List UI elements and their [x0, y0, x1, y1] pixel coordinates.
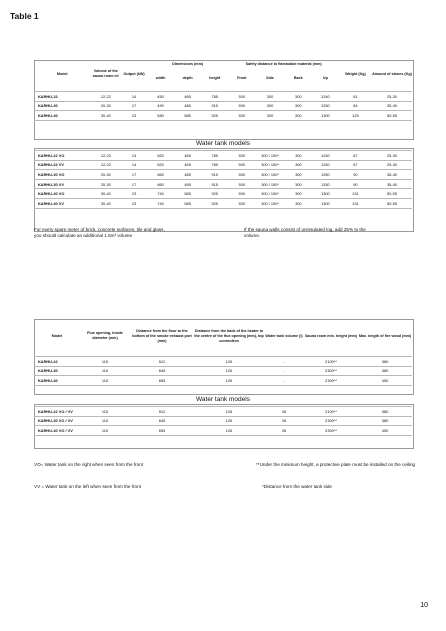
table-cell: 12-22	[91, 92, 122, 102]
table-row	[34, 426, 412, 436]
table2-main	[34, 319, 412, 386]
table-cell: 300	[285, 111, 312, 121]
table-cell: 126	[194, 357, 264, 367]
table-cell: 126	[194, 366, 264, 376]
table-row	[34, 151, 412, 161]
model-cell: KARHU-40	[34, 111, 91, 121]
table-cell: 500	[228, 189, 255, 199]
t2-col-header-wood: Max. length of fire wood (mm)	[358, 333, 412, 338]
table2-water	[34, 406, 412, 436]
table-cell: 380	[358, 416, 412, 426]
model-cell: KARHU-40 VO / VV	[34, 426, 80, 436]
table-cell: 740	[147, 189, 174, 199]
table-cell: 115	[80, 357, 130, 367]
table-cell: 20-30	[91, 179, 122, 189]
table1-note-right: If the sauna walls consist of uninsulated log, add 25% to the volume.	[244, 227, 366, 238]
table-cell: 115	[80, 376, 130, 386]
table-cell: 84	[339, 101, 372, 111]
table-cell: 23	[121, 111, 147, 121]
model-cell: KARHU-40	[34, 376, 80, 386]
table-row	[34, 179, 412, 189]
table-cell: 300	[285, 92, 312, 102]
table-cell: 23	[121, 189, 147, 199]
table-cell: 50-55	[372, 111, 412, 121]
table-cell: 28	[264, 416, 304, 426]
table1-water	[34, 150, 412, 209]
model-cell: KARHU-40 VO	[34, 189, 91, 199]
table-cell: 300	[285, 101, 312, 111]
table-cell: 500	[228, 170, 255, 180]
page-title: Table 1	[10, 11, 39, 21]
table-cell: 915	[201, 101, 228, 111]
table-cell: 14	[121, 151, 147, 161]
table-cell: 490	[147, 101, 174, 111]
table-cell: 925	[201, 111, 228, 121]
table-cell: 14	[121, 92, 147, 102]
model-cell: KARHU-30 VO / VV	[34, 416, 80, 426]
table-cell: 67	[339, 160, 372, 170]
model-cell: KARHU-22	[34, 92, 91, 102]
table-cell: 2300**	[304, 366, 358, 376]
table-row	[34, 170, 412, 180]
table-cell: 740	[147, 198, 174, 208]
table-cell: 20-30	[91, 170, 122, 180]
footnote-vv: VV = Water tank on the left when seen from the front	[34, 484, 141, 489]
table-cell: 23	[121, 198, 147, 208]
table-cell: 915	[201, 179, 228, 189]
table-cell: 655	[130, 426, 194, 436]
footnote-star: *Distance from the water tank side	[262, 484, 332, 489]
table-cell: 450	[147, 92, 174, 102]
t2-col-header-back: Distance from the back of the heater to the centre of the flue opening (mm), top connection	[194, 328, 264, 343]
table-cell: 300	[285, 170, 312, 180]
table-cell: 300	[285, 179, 312, 189]
table-row	[34, 198, 412, 208]
table-cell: 915	[201, 170, 228, 180]
t2-col-header-tank: Water tank volume (l)	[265, 333, 303, 338]
table-cell: 300 / 150*	[255, 151, 284, 161]
table-cell: 115	[80, 366, 130, 376]
table-cell: 126	[194, 426, 264, 436]
table-cell: 61	[339, 92, 372, 102]
table-cell: 512	[130, 407, 194, 417]
model-cell: KARHU-30 VV	[34, 179, 91, 189]
table-cell: 35-40	[372, 101, 412, 111]
model-cell: KARHU-30	[34, 366, 80, 376]
model-cell: KARHU-30 VO	[34, 170, 91, 180]
col-header-height: height	[209, 76, 221, 80]
table-cell: 660	[147, 170, 174, 180]
table-cell: 1330	[312, 179, 339, 189]
table-cell: 450	[358, 426, 412, 436]
table-cell: 580	[147, 111, 174, 121]
table-cell: -	[264, 357, 304, 367]
table-row	[34, 357, 412, 367]
table-cell: 17	[121, 101, 147, 111]
table-cell: 1300	[312, 198, 339, 208]
table-cell: 14	[121, 160, 147, 170]
table-cell: 465	[174, 151, 201, 161]
table-cell: 300	[285, 189, 312, 199]
table-cell: 485	[174, 179, 201, 189]
table-cell: 2100**	[304, 407, 358, 417]
table-cell: 50-55	[372, 198, 412, 208]
table-cell: 35-40	[372, 179, 412, 189]
table-cell: 300 / 150*	[255, 189, 284, 199]
table-cell: 115	[80, 416, 130, 426]
table-cell: 300	[255, 111, 284, 121]
table-cell: -	[264, 366, 304, 376]
table-cell: 660	[147, 179, 174, 189]
table-cell: 1330	[312, 170, 339, 180]
table-cell: 115	[80, 426, 130, 436]
table-row	[34, 101, 412, 111]
table-cell: 131	[339, 198, 372, 208]
table-cell: 785	[201, 151, 228, 161]
col-header-width: width	[155, 76, 166, 80]
table-cell: 300	[255, 92, 284, 102]
col-header-safety: Safety distance to flammable material (mm)	[245, 62, 322, 66]
table-cell: 620	[147, 151, 174, 161]
table-row	[34, 189, 412, 199]
col-header-depth: depth	[182, 76, 193, 80]
table-cell: 1330	[312, 101, 339, 111]
model-cell: KARHU-40 VV	[34, 198, 91, 208]
table-cell: 1240	[312, 160, 339, 170]
table1-main	[34, 60, 412, 121]
table-cell: 50-55	[372, 189, 412, 199]
table-cell: 465	[174, 92, 201, 102]
table-cell: 485	[174, 101, 201, 111]
table-cell: 67	[339, 151, 372, 161]
table-cell: 28	[264, 426, 304, 436]
col-header-side: Side	[266, 76, 274, 80]
table-cell: 2300**	[304, 426, 358, 436]
col-header-stones: Amount of stones (Kg)	[372, 71, 412, 76]
table-cell: 925	[201, 189, 228, 199]
table-cell: 380	[358, 407, 412, 417]
table-cell: 500	[228, 111, 255, 121]
table2-water-title: Water tank models	[196, 396, 250, 403]
table-cell: 12-22	[91, 160, 122, 170]
table-cell: 585	[174, 189, 201, 199]
table-cell: 25-30	[372, 151, 412, 161]
table-cell: 500	[228, 151, 255, 161]
col-header-dimensions: Dimensions (mm)	[172, 62, 204, 66]
table-cell: 126	[194, 376, 264, 386]
t2-col-header-room: Sauna room min. height (mm)	[304, 333, 358, 338]
table-cell: 1300	[312, 189, 339, 199]
table-row	[34, 92, 412, 102]
model-cell: KARHU-22 VV	[34, 160, 91, 170]
col-header-weight: Weight (Kg)	[345, 71, 366, 76]
table-cell: 25-30	[372, 92, 412, 102]
table-cell: 300 / 150*	[255, 170, 284, 180]
table-cell: 500	[228, 179, 255, 189]
model-cell: KARHU-22	[34, 357, 80, 367]
table-cell: 465	[174, 160, 201, 170]
footnote-double-star: **Under the minimum height, a protective plate must be installed on the ceiling	[256, 462, 416, 467]
table-cell: 485	[174, 170, 201, 180]
col-header-front: Front	[237, 76, 247, 80]
table-cell: 450	[358, 376, 412, 386]
model-cell: KARHU-30	[34, 101, 91, 111]
table-cell: 2300**	[304, 416, 358, 426]
table-cell: -	[264, 376, 304, 386]
table-cell: 512	[130, 357, 194, 367]
table-row	[34, 111, 412, 121]
table-cell: 300 / 150*	[255, 179, 284, 189]
table-cell: 620	[147, 160, 174, 170]
table-cell: 645	[130, 366, 194, 376]
model-cell: KARHU-22 VO / VV	[34, 407, 80, 417]
table-cell: 25-30	[372, 160, 412, 170]
table-row	[34, 376, 412, 386]
table-cell: 17	[121, 179, 147, 189]
table-cell: 115	[80, 407, 130, 417]
table-cell: 126	[194, 416, 264, 426]
table-cell: 655	[130, 376, 194, 386]
table-cell: 1240	[312, 151, 339, 161]
table-cell: 500	[228, 198, 255, 208]
table-cell: 35-40	[372, 170, 412, 180]
table-cell: 30-40	[91, 111, 122, 121]
table-row	[34, 366, 412, 376]
table-cell: 1240	[312, 92, 339, 102]
table-cell: 2100**	[304, 357, 358, 367]
table-cell: 500	[228, 92, 255, 102]
table-cell: 1300	[312, 111, 339, 121]
table-cell: 380	[358, 357, 412, 367]
table-cell: 125	[339, 111, 372, 121]
col-header-volume: Volume of the sauna room m³	[92, 69, 120, 78]
table-cell: 925	[201, 198, 228, 208]
table1-water-title: Water tank models	[196, 140, 250, 147]
table-cell: 300 / 150*	[255, 160, 284, 170]
table-cell: 90	[339, 179, 372, 189]
col-header-model: Model	[56, 71, 68, 76]
table-cell: 380	[358, 366, 412, 376]
table-cell: 585	[174, 111, 201, 121]
table-cell: 300	[255, 101, 284, 111]
model-cell: KARHU-22 VO	[34, 151, 91, 161]
page-number: 10	[420, 602, 428, 609]
table-cell: 300	[285, 151, 312, 161]
table-cell: 30-40	[91, 189, 122, 199]
table-cell: 500	[228, 101, 255, 111]
table-row	[34, 407, 412, 417]
table-cell: 300	[285, 198, 312, 208]
table-cell: 126	[194, 407, 264, 417]
t2-col-header-floor: Distance from the floor to the bottom of the smoke exhaust port (mm)	[132, 328, 192, 343]
table-cell: 90	[339, 170, 372, 180]
table-cell: 131	[339, 189, 372, 199]
footnote-vo: VO= Water tank on the right when seen from the front	[34, 462, 143, 467]
table-row	[34, 416, 412, 426]
col-header-up: Up	[322, 76, 328, 80]
table-cell: 500	[228, 160, 255, 170]
table-cell: 585	[174, 198, 201, 208]
t2-col-header-flue: Flue opening, inside diameter (mm)	[87, 331, 123, 340]
t2-col-header-model: Model	[51, 333, 63, 338]
table-cell: 28	[264, 407, 304, 417]
table-cell: 30-40	[91, 198, 122, 208]
table-cell: 2300**	[304, 376, 358, 386]
col-header-output: Output (kW)	[123, 71, 145, 76]
table-cell: 785	[201, 160, 228, 170]
table-cell: 17	[121, 170, 147, 180]
table-cell: 300	[285, 160, 312, 170]
table-cell: 785	[201, 92, 228, 102]
table-row	[34, 160, 412, 170]
table-cell: 645	[130, 416, 194, 426]
table1-note-left: For every spare meter of brick, concrete surfaces, tile and glass, you should calculate an additional 1.5m³ volume	[34, 227, 165, 238]
table-cell: 12-22	[91, 151, 122, 161]
table-cell: 20-30	[91, 101, 122, 111]
col-header-back: Back	[293, 76, 303, 80]
table-cell: 300 / 150*	[255, 198, 284, 208]
